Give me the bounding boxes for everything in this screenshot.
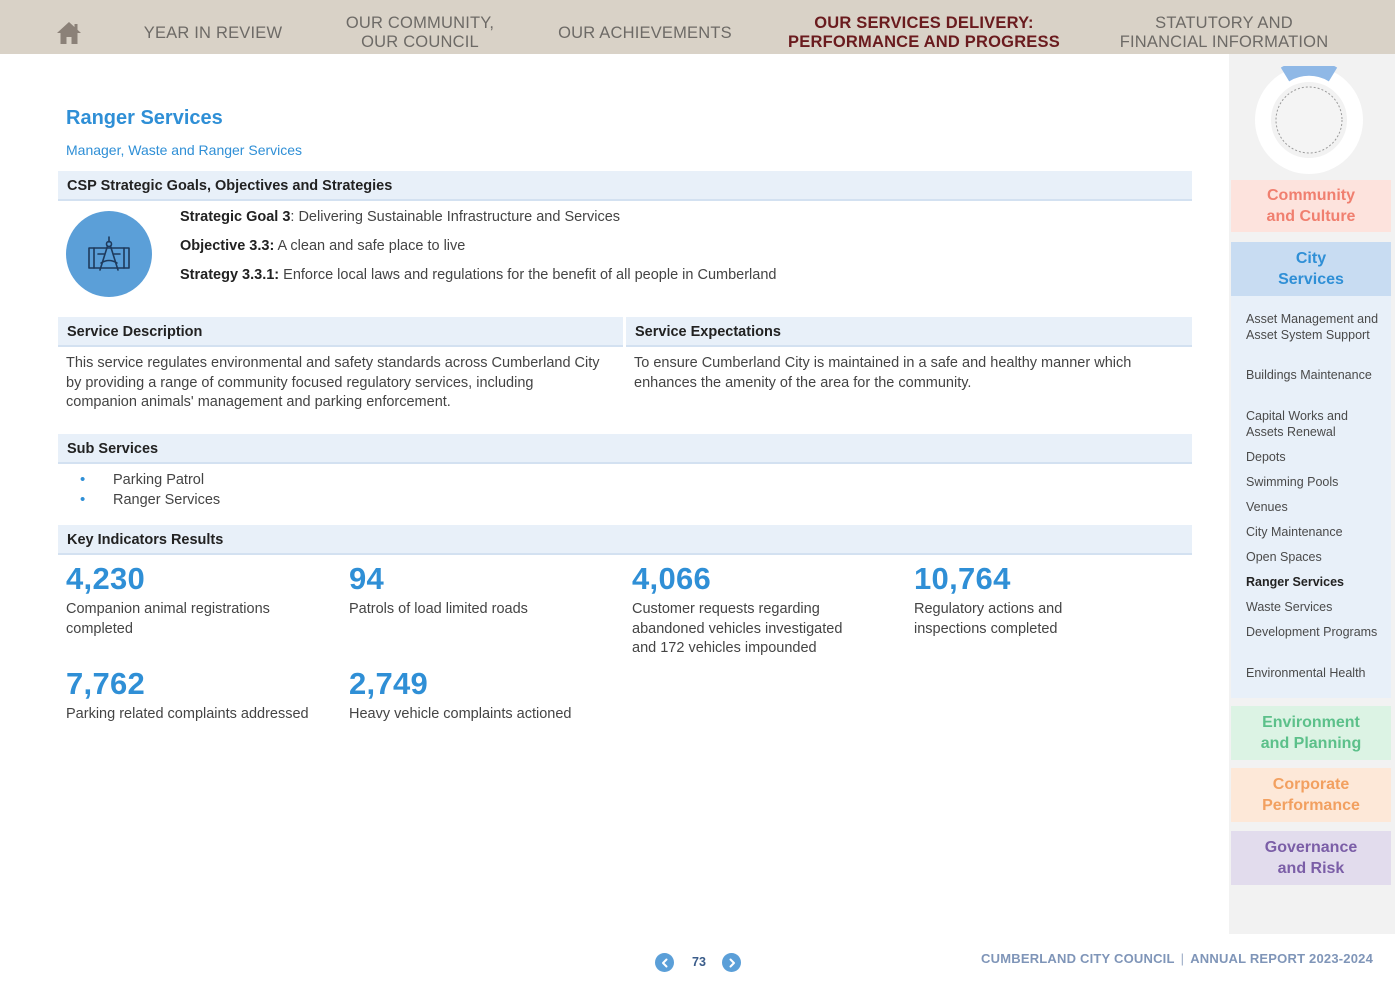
strategy-label: Strategy 3.3.1: <box>180 267 280 283</box>
sidebar-item-buildings-maintenance[interactable]: Buildings Maintenance <box>1246 368 1372 382</box>
kpi-heavy-vehicle-complaints <box>349 666 599 725</box>
page-number: 73 <box>692 955 706 969</box>
kpi-value: 2,749 <box>349 666 429 701</box>
objective-text: A clean and safe place to live <box>274 238 466 254</box>
sub-services-heading: Sub Services <box>58 434 1192 464</box>
strategic-goal-text: : Delivering Sustainable Infrastructure and Services <box>290 209 621 225</box>
sidebar-item-environmental-health[interactable]: Environmental Health <box>1246 666 1366 680</box>
kpi-regulatory-actions <box>914 561 1164 639</box>
sidebar-tab-corporate-performance[interactable]: Corporate Performance <box>1231 768 1391 822</box>
service-description-heading: Service Description <box>58 317 623 347</box>
nav-our-services-delivery[interactable]: OUR SERVICES DELIVERY: PERFORMANCE AND PROGRESS <box>788 14 1060 51</box>
sidebar-item-open-spaces[interactable]: Open Spaces <box>1246 550 1322 564</box>
kpi-companion-animal-registrations <box>66 561 316 639</box>
key-indicators-heading: Key Indicators Results <box>58 525 1192 555</box>
sub-services-list <box>80 470 220 510</box>
sidebar-item-development-programs[interactable]: Development Programs <box>1246 625 1378 639</box>
kpi-abandoned-vehicles <box>632 561 882 659</box>
sidebar-sublist <box>1231 296 1391 698</box>
nav-our-achievements[interactable]: OUR ACHIEVEMENTS <box>558 24 732 42</box>
list-item: • Parking Patrol <box>80 470 220 490</box>
sidebar-item-city-maintenance[interactable]: City Maintenance <box>1246 525 1343 539</box>
service-description-text: This service regulates environmental and safety standards across Cumberland City by providing a range of community focused regulatory services, including companion animals' management and parking enforcement. <box>66 355 600 410</box>
nav-year-in-review[interactable]: YEAR IN REVIEW <box>143 24 283 42</box>
top-navigation <box>0 0 1395 54</box>
list-item: • Ranger Services <box>80 490 220 510</box>
footer-report: ANNUAL REPORT 2023-2024 <box>1190 951 1373 966</box>
sidebar-tab-environment-planning[interactable]: Environment and Planning <box>1231 706 1391 760</box>
kpi-load-limited-road-patrols <box>349 561 599 620</box>
kpi-label: Regulatory actions and inspections completed <box>914 601 1063 637</box>
kpi-label: Customer requests regarding abandoned vehicles investigated and 172 vehicles impounded <box>632 601 843 656</box>
sidebar-item-swimming-pools[interactable]: Swimming Pools <box>1246 475 1339 489</box>
sidebar-item-venues[interactable]: Venues <box>1246 500 1288 514</box>
planning-compass-icon <box>66 211 152 297</box>
strategy-text: Enforce local laws and regulations for the benefit of all people in Cumberland <box>279 267 777 283</box>
chevron-right-icon[interactable] <box>722 953 741 972</box>
strategic-goal-label: Strategic Goal 3 <box>180 209 291 225</box>
kpi-value: 7,762 <box>66 666 146 701</box>
kpi-label: Heavy vehicle complaints actioned <box>349 706 572 722</box>
kpi-value: 10,764 <box>914 561 1011 596</box>
nav-our-community-our-council[interactable]: OUR COMMUNITY, OUR COUNCIL <box>345 14 495 51</box>
kpi-value: 94 <box>349 561 385 596</box>
footer-title <box>981 951 1373 966</box>
section-progress-ring-icon <box>1255 66 1363 174</box>
sidebar-item-depots[interactable]: Depots <box>1246 450 1286 464</box>
page-subtitle: Manager, Waste and Ranger Services <box>66 142 303 158</box>
kpi-parking-complaints <box>66 666 316 725</box>
sidebar-item-asset-management[interactable]: Asset Management and Asset System Support <box>1246 312 1379 342</box>
service-expectations-text: To ensure Cumberland City is maintained in a safe and healthy manner which enhances the amenity of the area for the community. <box>634 355 1132 391</box>
sidebar-tab-city-services[interactable]: City Services <box>1231 242 1391 296</box>
csp-heading: CSP Strategic Goals, Objectives and Strategies <box>58 171 1192 201</box>
strategy <box>180 267 776 283</box>
kpi-value: 4,066 <box>632 561 712 596</box>
footer-separator: | <box>1180 951 1185 966</box>
kpi-value: 4,230 <box>66 561 146 596</box>
nav-statutory-financial-information[interactable]: STATUTORY AND FINANCIAL INFORMATION <box>1119 14 1329 51</box>
sidebar-item-capital-works[interactable]: Capital Works and Assets Renewal <box>1246 409 1348 439</box>
sidebar-tab-governance-risk[interactable]: Governance and Risk <box>1231 831 1391 885</box>
page-title: Ranger Services <box>66 107 223 129</box>
objective-label: Objective 3.3: <box>180 238 275 254</box>
sidebar-tab-community-culture[interactable]: Community and Culture <box>1231 180 1391 232</box>
service-expectations-heading: Service Expectations <box>626 317 1192 347</box>
chevron-left-icon[interactable] <box>655 953 674 972</box>
kpi-label: Parking related complaints addressed <box>66 706 309 722</box>
objective <box>180 238 465 254</box>
strategic-goal <box>180 209 620 225</box>
home-icon[interactable] <box>55 20 83 46</box>
footer-org: CUMBERLAND CITY COUNCIL <box>981 951 1175 966</box>
sidebar-item-waste-services[interactable]: Waste Services <box>1246 600 1333 614</box>
kpi-label: Patrols of load limited roads <box>349 601 528 617</box>
kpi-label: Companion animal registrations completed <box>66 601 270 637</box>
sidebar-item-ranger-services[interactable]: Ranger Services <box>1246 575 1344 589</box>
